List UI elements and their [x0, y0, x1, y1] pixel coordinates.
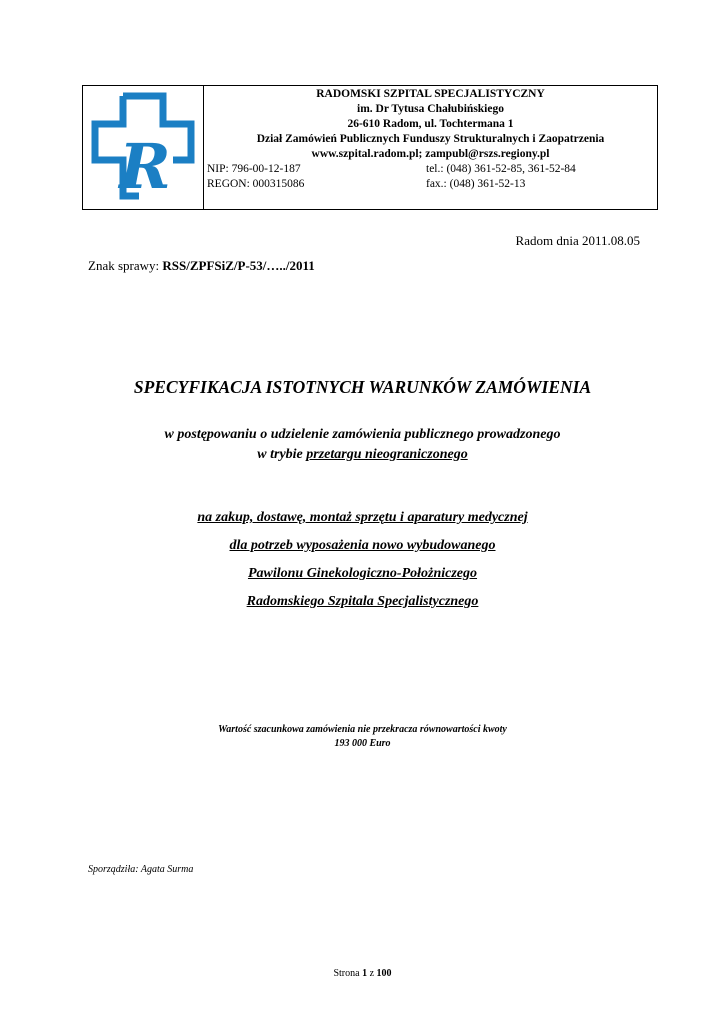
- prepared-by: Sporządziła: Agata Surma: [88, 864, 194, 875]
- regon-number: REGON: 000315086: [207, 178, 305, 190]
- web-email: www.szpital.radom.pl; zampubl@rszs.regiony.pl: [311, 148, 550, 160]
- logo-cell: [83, 86, 204, 209]
- case-label: Znak sprawy:: [88, 258, 163, 273]
- document-date: Radom dnia 2011.08.05: [515, 233, 640, 248]
- regon-fax-row: [204, 177, 657, 192]
- subject-line-4: Radomskiego Szpitala Specjalistycznego: [246, 594, 479, 609]
- procedure-line-2: [0, 445, 725, 465]
- subject-line-1: na zakup, dostawę, montaż sprzętu i aparatury medycznej: [197, 510, 528, 525]
- procedure-mode-prefix: w trybie: [257, 447, 307, 462]
- order-subject: [0, 504, 725, 616]
- subject-line-3: Pawilonu Ginekologiczno-Położniczego: [247, 566, 478, 581]
- hospital-patron: im. Dr Tytusa Chałubińskiego: [357, 103, 504, 115]
- svg-text:R: R: [119, 130, 171, 203]
- letterhead-info: [204, 86, 657, 209]
- nip-number: NIP: 796-00-12-187: [207, 163, 301, 175]
- page-number: 1: [362, 968, 368, 979]
- procedure-description: [0, 425, 725, 465]
- page-label: Strona: [333, 968, 363, 979]
- subject-line-2: dla potrzeb wyposażenia nowo wybudowanego: [229, 538, 496, 553]
- procedure-mode: przetargu nieograniczonego: [306, 447, 468, 462]
- case-reference: [88, 258, 315, 274]
- nip-tel-row: [204, 162, 657, 177]
- page-of: z: [367, 968, 377, 979]
- hospital-address: 26-610 Radom, ul. Tochtermana 1: [347, 118, 514, 130]
- hospital-logo-icon: [87, 90, 199, 204]
- page-footer: [0, 968, 725, 979]
- telephone-numbers: tel.: (048) 361-52-85, 361-52-84: [426, 163, 576, 175]
- fax-number: fax.: (048) 361-52-13: [426, 178, 526, 190]
- hospital-name: RADOMSKI SZPITAL SPECJALISTYCZNY: [316, 88, 545, 100]
- department-name: Dział Zamówień Publicznych Funduszy Strukturalnych i Zaopatrzenia: [256, 133, 605, 145]
- document-title: SPECYFIKACJA ISTOTNYCH WARUNKÓW ZAMÓWIENIA: [133, 377, 592, 397]
- value-amount: 193 000 Euro: [334, 738, 391, 749]
- estimated-value: [0, 723, 725, 751]
- value-line-1: Wartość szacunkowa zamówienia nie przekracza równowartości kwoty: [218, 724, 507, 735]
- case-number: RSS/ZPFSiZ/P-53/…../2011: [162, 258, 315, 273]
- page-total: 100: [376, 968, 392, 979]
- letterhead-box: [82, 85, 658, 210]
- procedure-line-1: w postępowaniu o udzielenie zamówienia publicznego prowadzonego: [164, 427, 561, 442]
